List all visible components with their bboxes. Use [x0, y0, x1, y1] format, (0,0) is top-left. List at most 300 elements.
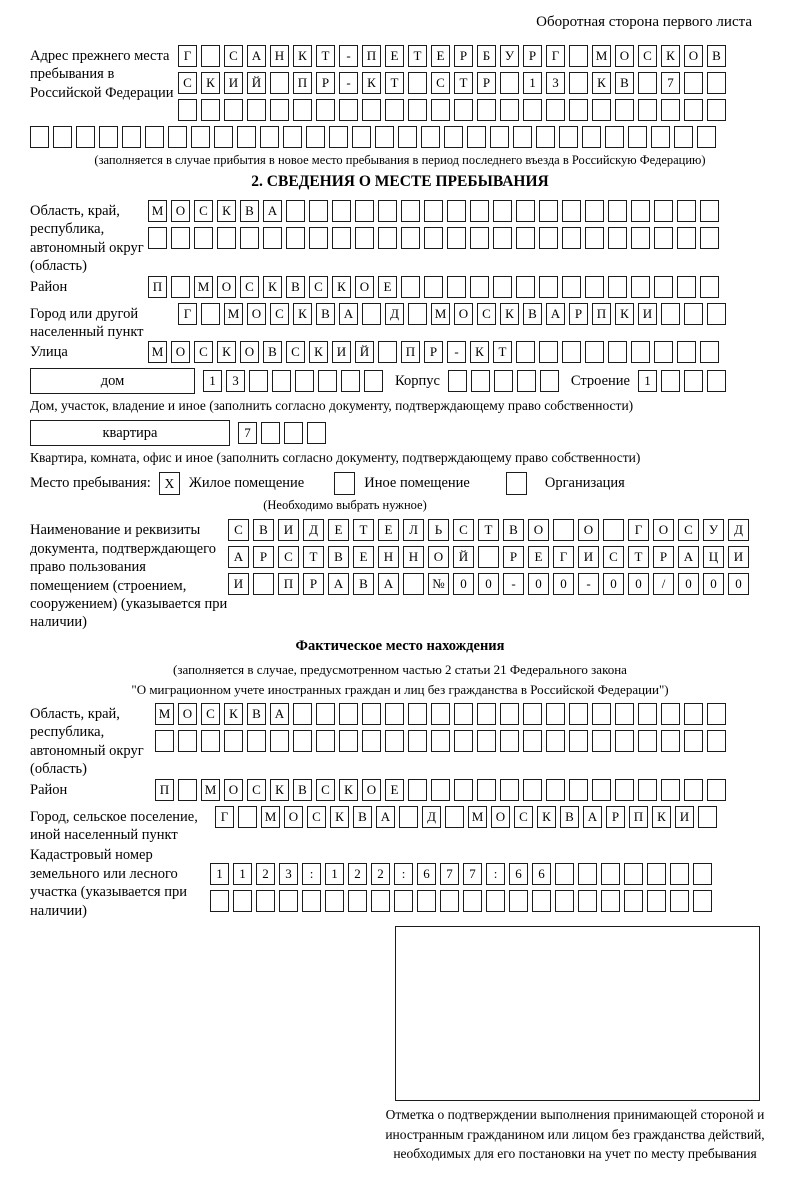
prev-address-note: (заполняется в случае прибытия в новое место пребывания в период последнего въезда в Российскую Федерацию): [94, 153, 706, 167]
stay-checkbox-residential: X: [159, 472, 180, 495]
char-cell: А: [378, 573, 399, 595]
char-cell: 6: [417, 863, 436, 885]
char-cell: [553, 519, 574, 541]
page-header-note: Оборотная сторона первого листа: [536, 14, 752, 30]
char-cell: [467, 126, 486, 148]
apartment-cells: [238, 422, 330, 444]
char-cell: О: [178, 703, 197, 725]
char-cell: [286, 227, 305, 249]
actual-location-title: Фактическое место нахождения: [295, 637, 505, 654]
cadastral-block: [30, 844, 770, 920]
char-cell: [684, 703, 703, 725]
char-cell: М: [194, 276, 213, 298]
char-cell: [378, 341, 397, 363]
char-cell: 2: [256, 863, 275, 885]
char-cell: Г: [178, 303, 197, 325]
char-cell: [477, 703, 496, 725]
city-cells: [178, 303, 730, 325]
char-cell: 3: [226, 370, 245, 392]
char-cell: [309, 200, 328, 222]
city-label: Город или другой населенный пункт: [30, 305, 144, 341]
char-cell: А: [270, 703, 289, 725]
char-cell: [500, 779, 519, 801]
house-note: Дом, участок, владение и иное (заполнить согласно документу, подтверждающему право собственности): [30, 398, 634, 414]
char-cell: [463, 890, 482, 912]
char-cell: С: [453, 519, 474, 541]
char-cell: [279, 890, 298, 912]
char-cell: [214, 126, 233, 148]
char-cell: [516, 227, 535, 249]
char-cell: [201, 99, 220, 121]
char-cell: [238, 806, 257, 828]
char-cell: [403, 573, 424, 595]
char-cell: К: [201, 72, 220, 94]
char-cell: С: [603, 546, 624, 568]
char-cell: [569, 99, 588, 121]
char-cell: [493, 227, 512, 249]
cadastral-row-1: [210, 863, 716, 885]
char-cell: [585, 200, 604, 222]
char-cell: Г: [546, 45, 565, 67]
char-cell: О: [653, 519, 674, 541]
confirmation-caption: Отметка о подтверждении выполнения принимающей стороной и иностранным гражданином или лицом без гражданства действий, необходимых для его постановки на учет по месту пребывания: [385, 1107, 765, 1162]
char-cell: [477, 730, 496, 752]
char-cell: [670, 863, 689, 885]
char-cell: [348, 890, 367, 912]
char-cell: Е: [528, 546, 549, 568]
char-cell: [445, 806, 464, 828]
char-cell: С: [477, 303, 496, 325]
char-cell: [539, 341, 558, 363]
char-cell: К: [293, 45, 312, 67]
char-cell: Г: [178, 45, 197, 67]
char-cell: Т: [493, 341, 512, 363]
char-cell: Д: [728, 519, 749, 541]
char-cell: [145, 126, 164, 148]
char-cell: [401, 200, 420, 222]
char-cell: И: [728, 546, 749, 568]
char-cell: [30, 126, 49, 148]
char-cell: [76, 126, 95, 148]
char-cell: [601, 863, 620, 885]
char-cell: Р: [303, 573, 324, 595]
actual-location-note-2: "О миграционном учете иностранных граждан и лиц без гражданства в Российской Федерации"): [131, 682, 669, 698]
char-cell: -: [339, 72, 358, 94]
char-cell: [700, 276, 719, 298]
char-cell: [210, 890, 229, 912]
char-cell: [270, 72, 289, 94]
char-cell: Р: [454, 45, 473, 67]
document-rows: [228, 519, 753, 600]
cadastral-row-2: [210, 890, 716, 912]
char-cell: О: [247, 303, 266, 325]
char-cell: [352, 126, 371, 148]
char-cell: [201, 303, 220, 325]
char-cell: П: [592, 303, 611, 325]
char-cell: [401, 276, 420, 298]
char-cell: П: [278, 573, 299, 595]
char-cell: [546, 779, 565, 801]
char-cell: [261, 422, 280, 444]
char-cell: [421, 126, 440, 148]
stay-option-organization: Организация: [544, 475, 625, 492]
char-cell: [592, 99, 611, 121]
char-cell: 7: [463, 863, 482, 885]
char-cell: :: [394, 863, 413, 885]
char-cell: А: [328, 573, 349, 595]
char-cell: [385, 730, 404, 752]
actual-city-row: [30, 806, 770, 845]
char-cell: [684, 730, 703, 752]
char-cell: [444, 126, 463, 148]
char-cell: [293, 730, 312, 752]
char-cell: К: [332, 276, 351, 298]
document-label: Наименование и реквизиты документа, подтверждающего право пользования помещением (строением, сооружением) (указывается при наличии): [30, 522, 228, 631]
actual-region-label: Область, край, республика, автономный округ (область): [30, 705, 144, 778]
char-cell: А: [228, 546, 249, 568]
char-cell: [385, 99, 404, 121]
char-cell: 6: [509, 863, 528, 885]
char-cell: 1: [638, 370, 657, 392]
char-cell: В: [240, 200, 259, 222]
char-cell: [431, 703, 450, 725]
char-cell: [283, 126, 302, 148]
char-cell: [661, 730, 680, 752]
district-cells: [148, 276, 723, 298]
char-cell: 0: [678, 573, 699, 595]
char-cell: -: [503, 573, 524, 595]
char-cell: И: [332, 341, 351, 363]
char-cell: К: [339, 779, 358, 801]
char-cell: [424, 200, 443, 222]
char-cell: [555, 890, 574, 912]
char-cell: С: [270, 303, 289, 325]
char-cell: Г: [628, 519, 649, 541]
char-cell: [670, 890, 689, 912]
char-cell: [592, 703, 611, 725]
actual-district-cells: [155, 779, 730, 801]
char-cell: О: [428, 546, 449, 568]
char-cell: В: [263, 341, 282, 363]
char-cell: [615, 703, 634, 725]
char-cell: [431, 779, 450, 801]
cadastral-rows: [210, 844, 716, 917]
char-cell: Ь: [428, 519, 449, 541]
house-row: [30, 368, 770, 394]
char-cell: [700, 227, 719, 249]
char-cell: [677, 341, 696, 363]
char-cell: 0: [478, 573, 499, 595]
char-cell: №: [428, 573, 449, 595]
char-cell: [178, 779, 197, 801]
apartment-note: Квартира, комната, офис и иное (заполнить согласно документу, подтверждающему право собственности): [30, 450, 641, 466]
char-cell: Р: [523, 45, 542, 67]
char-cell: [559, 126, 578, 148]
char-cell: Е: [431, 45, 450, 67]
char-cell: К: [652, 806, 671, 828]
char-cell: [448, 370, 467, 392]
char-cell: :: [486, 863, 505, 885]
char-cell: А: [376, 806, 395, 828]
char-cell: [332, 200, 351, 222]
char-cell: [470, 200, 489, 222]
char-cell: [516, 200, 535, 222]
char-cell: [631, 276, 650, 298]
char-cell: [585, 227, 604, 249]
char-cell: Р: [316, 72, 335, 94]
char-cell: О: [615, 45, 634, 67]
char-cell: [318, 370, 337, 392]
char-cell: [233, 890, 252, 912]
char-cell: [99, 126, 118, 148]
char-cell: С: [228, 519, 249, 541]
char-cell: [339, 99, 358, 121]
char-cell: [364, 370, 383, 392]
char-cell: С: [240, 276, 259, 298]
char-cell: [339, 730, 358, 752]
char-cell: [272, 370, 291, 392]
char-cell: [546, 730, 565, 752]
char-cell: Р: [606, 806, 625, 828]
char-cell: Т: [385, 72, 404, 94]
char-cell: [647, 863, 666, 885]
char-cell: С: [431, 72, 450, 94]
char-cell: -: [578, 573, 599, 595]
char-cell: [237, 126, 256, 148]
char-cell: 0: [453, 573, 474, 595]
char-cell: Н: [403, 546, 424, 568]
char-cell: А: [339, 303, 358, 325]
char-cell: [447, 200, 466, 222]
char-cell: О: [355, 276, 374, 298]
char-cell: [697, 126, 716, 148]
char-cell: [470, 227, 489, 249]
char-cell: С: [178, 72, 197, 94]
char-cell: [263, 227, 282, 249]
char-cell: Д: [385, 303, 404, 325]
char-cell: В: [328, 546, 349, 568]
char-cell: [355, 200, 374, 222]
char-cell: [339, 703, 358, 725]
char-cell: Й: [247, 72, 266, 94]
char-cell: [654, 276, 673, 298]
char-cell: В: [353, 806, 372, 828]
char-cell: К: [661, 45, 680, 67]
char-cell: [585, 341, 604, 363]
char-cell: 2: [348, 863, 367, 885]
char-cell: [677, 200, 696, 222]
city-row: [30, 303, 770, 342]
char-cell: [707, 303, 726, 325]
char-cell: [578, 890, 597, 912]
char-cell: [217, 227, 236, 249]
char-cell: [478, 546, 499, 568]
char-cell: [306, 126, 325, 148]
char-cell: Т: [408, 45, 427, 67]
char-cell: [155, 730, 174, 752]
char-cell: [624, 890, 643, 912]
char-cell: Б: [477, 45, 496, 67]
char-cell: [417, 890, 436, 912]
char-cell: В: [615, 72, 634, 94]
char-cell: [539, 227, 558, 249]
char-cell: [440, 890, 459, 912]
char-cell: [191, 126, 210, 148]
char-cell: В: [253, 519, 274, 541]
char-cell: [293, 99, 312, 121]
char-cell: [677, 276, 696, 298]
char-cell: [171, 276, 190, 298]
document-row-1: [228, 519, 753, 541]
char-cell: [647, 890, 666, 912]
stay-checkbox-other: [334, 472, 355, 495]
char-cell: Т: [353, 519, 374, 541]
char-cell: [684, 99, 703, 121]
char-cell: С: [678, 519, 699, 541]
char-cell: С: [514, 806, 533, 828]
char-cell: К: [592, 72, 611, 94]
char-cell: П: [148, 276, 167, 298]
street-label: Улица: [30, 344, 68, 361]
stroenie-cells: [638, 370, 730, 392]
char-cell: [260, 126, 279, 148]
char-cell: [178, 730, 197, 752]
char-cell: [569, 72, 588, 94]
actual-region-block: [30, 703, 770, 779]
char-cell: К: [500, 303, 519, 325]
char-cell: [569, 730, 588, 752]
char-cell: [375, 126, 394, 148]
char-cell: И: [675, 806, 694, 828]
char-cell: [493, 276, 512, 298]
char-cell: [628, 126, 647, 148]
char-cell: К: [217, 200, 236, 222]
char-cell: К: [470, 341, 489, 363]
char-cell: [638, 730, 657, 752]
char-cell: [608, 341, 627, 363]
char-cell: [615, 779, 634, 801]
char-cell: [408, 703, 427, 725]
char-cell: [316, 730, 335, 752]
char-cell: Н: [270, 45, 289, 67]
char-cell: А: [678, 546, 699, 568]
char-cell: 0: [703, 573, 724, 595]
char-cell: [447, 227, 466, 249]
char-cell: П: [629, 806, 648, 828]
char-cell: М: [201, 779, 220, 801]
char-cell: [399, 806, 418, 828]
char-cell: [638, 72, 657, 94]
actual-location-note-1: (заполняется в случае, предусмотренном частью 2 статьи 21 Федерального закона: [173, 661, 627, 677]
char-cell: [608, 276, 627, 298]
char-cell: [500, 730, 519, 752]
document-row-3: [228, 573, 753, 595]
actual-region-rows: [155, 703, 730, 757]
char-cell: Р: [569, 303, 588, 325]
char-cell: 0: [728, 573, 749, 595]
char-cell: [362, 99, 381, 121]
char-cell: [661, 303, 680, 325]
char-cell: П: [155, 779, 174, 801]
char-cell: [513, 126, 532, 148]
char-cell: [178, 99, 197, 121]
char-cell: [707, 730, 726, 752]
char-cell: [592, 730, 611, 752]
char-cell: [707, 370, 726, 392]
char-cell: [684, 72, 703, 94]
char-cell: [684, 370, 703, 392]
char-cell: Т: [628, 546, 649, 568]
char-cell: [454, 703, 473, 725]
char-cell: К: [362, 72, 381, 94]
char-cell: [316, 703, 335, 725]
char-cell: [539, 200, 558, 222]
char-cell: [247, 730, 266, 752]
char-cell: [540, 370, 559, 392]
char-cell: [401, 227, 420, 249]
char-cell: Р: [503, 546, 524, 568]
char-cell: -: [447, 341, 466, 363]
char-cell: [684, 303, 703, 325]
char-cell: [693, 863, 712, 885]
char-cell: [53, 126, 72, 148]
char-cell: [562, 276, 581, 298]
char-cell: 1: [210, 863, 229, 885]
char-cell: И: [278, 519, 299, 541]
char-cell: М: [468, 806, 487, 828]
char-cell: М: [261, 806, 280, 828]
char-cell: К: [224, 703, 243, 725]
char-cell: [454, 99, 473, 121]
char-cell: [194, 227, 213, 249]
char-cell: А: [247, 45, 266, 67]
cadastral-label: Кадастровый номер земельного или лесного участка (указывается при наличии): [30, 847, 187, 919]
char-cell: [286, 200, 305, 222]
char-cell: К: [537, 806, 556, 828]
char-cell: [555, 863, 574, 885]
char-cell: [454, 730, 473, 752]
char-cell: [454, 779, 473, 801]
stroenie-label: Строение: [570, 372, 630, 389]
char-cell: [309, 227, 328, 249]
char-cell: [707, 703, 726, 725]
char-cell: О: [240, 341, 259, 363]
actual-city-cells: [215, 806, 721, 828]
char-cell: 3: [546, 72, 565, 94]
house-type-box: дом: [30, 368, 195, 394]
char-cell: А: [546, 303, 565, 325]
char-cell: [608, 227, 627, 249]
char-cell: [661, 703, 680, 725]
char-cell: [608, 200, 627, 222]
char-cell: [408, 99, 427, 121]
char-cell: [517, 370, 536, 392]
char-cell: [523, 779, 542, 801]
char-cell: [693, 890, 712, 912]
char-cell: М: [431, 303, 450, 325]
char-cell: [284, 422, 303, 444]
apartment-type-box: квартира: [30, 420, 230, 446]
district-row: [30, 276, 770, 303]
char-cell: [523, 99, 542, 121]
char-cell: О: [224, 779, 243, 801]
char-cell: [638, 99, 657, 121]
char-cell: [253, 573, 274, 595]
apartment-row: [30, 420, 770, 446]
char-cell: [256, 890, 275, 912]
char-cell: [546, 99, 565, 121]
char-cell: С: [307, 806, 326, 828]
